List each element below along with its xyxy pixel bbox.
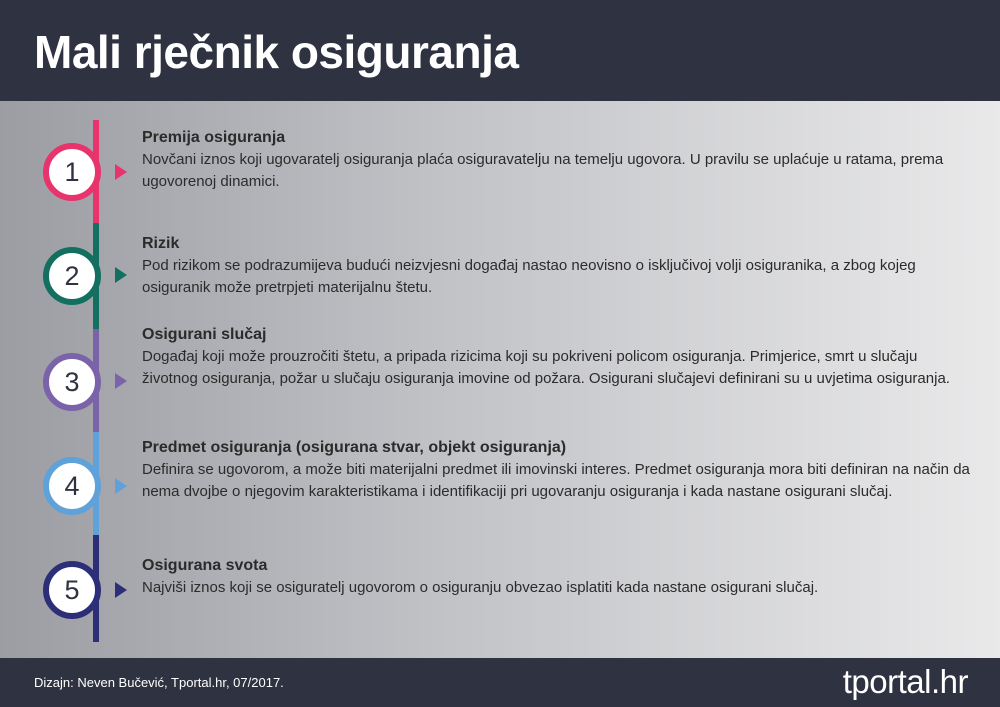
item-title: Predmet osiguranja (osigurana stvar, objekt osiguranja) bbox=[142, 439, 567, 456]
step-circle-1 bbox=[43, 143, 101, 201]
footer bbox=[0, 658, 1000, 707]
item-description: Događaj koji može prouzročiti štetu, a pripada rizicima koji su pokriveni policom osiguranja. Primjerice, smrt u slučaju životnog osiguranja, požar u slučaju osiguranja imovine od požara. Osigurani slučajevi definirani su u uvjetima osiguranja. bbox=[142, 348, 950, 387]
item-description: Pod rizikom se podrazumijeva budući neizvjesni događaj nastao neovisno o isključivoj volji osiguranika, a zbog kojeg osiguranik može pretrpjeti materijalnu štetu. bbox=[142, 257, 916, 296]
glossary-item-2 bbox=[142, 233, 977, 299]
step-circle-5 bbox=[43, 561, 101, 619]
glossary-item-3 bbox=[142, 324, 977, 390]
step-number: 2 bbox=[64, 261, 80, 291]
arrow-right-icon bbox=[115, 267, 127, 283]
glossary-item-5 bbox=[142, 555, 977, 599]
arrow-right-icon bbox=[115, 164, 127, 180]
glossary-item-1 bbox=[142, 127, 977, 193]
item-title: Premija osiguranja bbox=[142, 129, 286, 146]
glossary-item-4 bbox=[142, 437, 977, 503]
step-number: 1 bbox=[64, 157, 80, 187]
design-credit: Dizajn: Neven Bučević, Tportal.hr, 07/2017. bbox=[34, 675, 284, 690]
item-title: Rizik bbox=[142, 235, 180, 252]
arrow-right-icon bbox=[115, 373, 127, 389]
arrow-right-icon bbox=[115, 478, 127, 494]
header bbox=[0, 0, 1000, 101]
step-number: 4 bbox=[64, 471, 80, 501]
item-description: Novčani iznos koji ugovaratelj osiguranja plaća osiguravatelju na temelju ugovora. U pravilu se uplaćuje u ratama, prema ugovorenoj dinamici. bbox=[142, 151, 944, 190]
step-circle-2 bbox=[43, 247, 101, 305]
step-number: 3 bbox=[64, 367, 80, 397]
step-circle-4 bbox=[43, 457, 101, 515]
item-title: Osigurana svota bbox=[142, 557, 268, 574]
page-title: Mali rječnik osiguranja bbox=[34, 26, 519, 78]
step-number: 5 bbox=[64, 575, 80, 605]
item-description: Definira se ugovorom, a može biti materijalni predmet ili imovinski interes. Predmet osiguranja mora biti definiran na način da nema dvojbe o njegovim karakteristikama i identifikaciji pri ugovaranju osiguranja i kada nastane osigurani slučaj. bbox=[142, 461, 970, 500]
item-title: Osigurani slučaj bbox=[142, 326, 267, 343]
brand-logo: tportal.hr bbox=[842, 663, 968, 700]
arrow-right-icon bbox=[115, 582, 127, 598]
step-circle-3 bbox=[43, 353, 101, 411]
item-description: Najviši iznos koji se osiguratelj ugovorom o osiguranju obvezao isplatiti kada nastane osigurani slučaj. bbox=[142, 579, 819, 596]
